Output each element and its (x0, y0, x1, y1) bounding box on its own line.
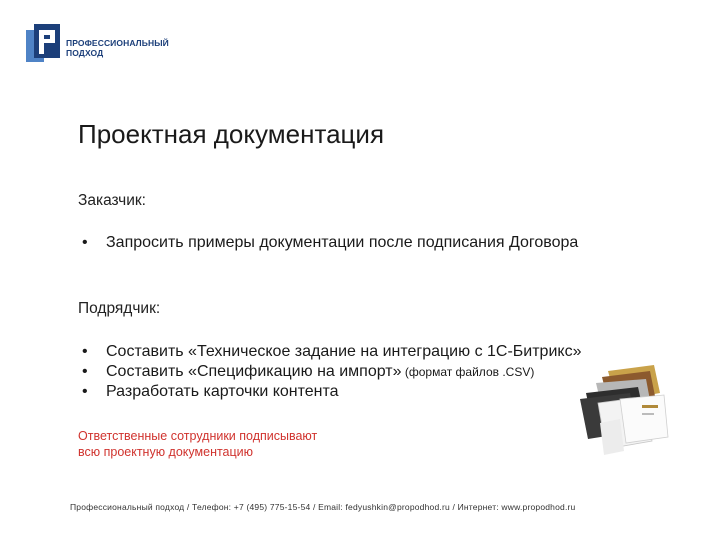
list-item (78, 362, 581, 382)
logo-mark-icon (26, 22, 60, 62)
customer-list (78, 233, 578, 253)
note-line-1: Ответственные сотрудники подписывают (78, 429, 318, 443)
footer-contacts: Профессиональный подход / Телефон: +7 (495) 775-15-54 / Email: fedyushkin@propodhod.ru / Интернет: www.propodhod.ru (70, 502, 576, 512)
note-line-2: всю проектную документацию (78, 445, 254, 459)
bullet-icon: • (82, 234, 88, 251)
logo-line-1: ПРОФЕССИОНАЛЬНЫЙ (66, 38, 169, 48)
list-item-note: (формат файлов .CSV) (401, 365, 535, 379)
list-item-text: Составить «Техническое задание на интеграцию с 1С-Битрикс» (106, 343, 582, 360)
bullet-icon: • (82, 383, 88, 400)
folders-image (580, 363, 670, 459)
bullet-icon: • (82, 343, 88, 360)
list-item (78, 233, 578, 253)
contractor-label: Подрядчик: (78, 300, 161, 317)
list-item-text: Разработать карточки контента (106, 383, 339, 400)
contractor-list (78, 342, 581, 402)
list-item (78, 382, 581, 402)
list-item-text: Составить «Спецификацию на импорт» (106, 363, 402, 380)
list-item-text: Запросить примеры документации после подписания Договора (106, 234, 579, 251)
responsibility-note (78, 428, 317, 460)
logo-text (66, 38, 169, 58)
list-item (78, 342, 581, 362)
bullet-icon: • (82, 363, 88, 380)
customer-label: Заказчик: (78, 192, 146, 209)
logo-line-2: ПОДХОД (66, 48, 104, 58)
company-logo (26, 22, 176, 64)
page-title: Проектная документация (78, 119, 385, 149)
